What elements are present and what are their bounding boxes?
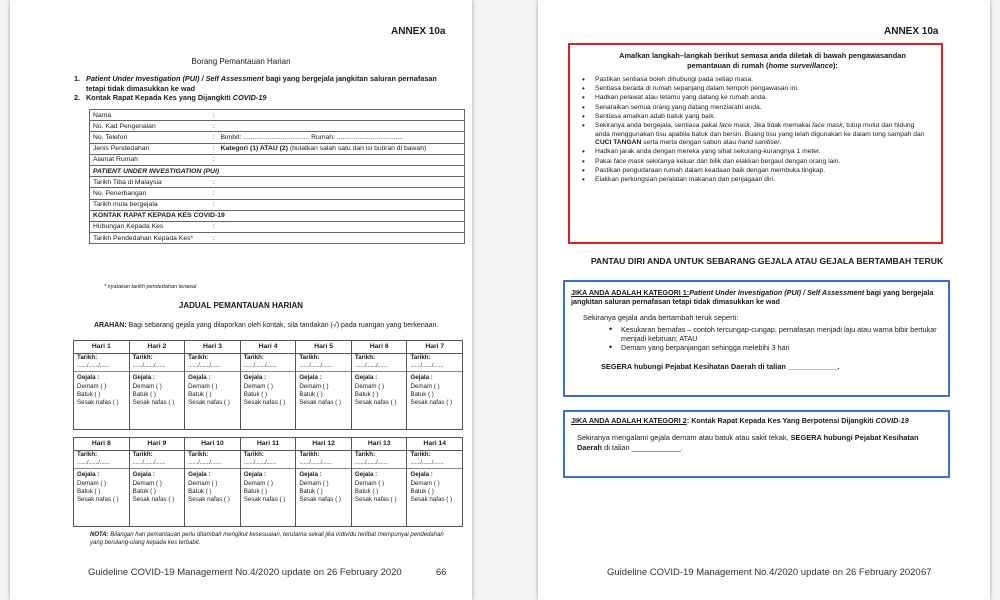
fever-check: Demam ( ) <box>188 479 218 487</box>
list-item: • Elakkan perkongsian peralatan makanan dan penjagaan diri. <box>580 176 931 185</box>
form-title: Borang Pemantauan Harian <box>191 57 291 66</box>
date-field: ......./......./....... <box>243 362 277 370</box>
footnote: * nyatakan tarikh pendedahan terawal <box>104 284 197 290</box>
date-field: ......./......./....... <box>132 459 166 467</box>
day-cell <box>241 341 297 429</box>
fever-check: Demam ( ) <box>354 382 385 390</box>
document-page-66 <box>10 0 472 600</box>
cough-check: Batuk ( ) <box>299 390 323 398</box>
divider <box>407 468 462 469</box>
date-label: Tarikh: <box>132 451 153 458</box>
home-surveillance-box <box>568 43 943 244</box>
date-field: ......./......./....... <box>299 362 332 370</box>
section-heading: PANTAU DIRI ANDA UNTUK SEBARANG GEJALA ATAU GEJALA BERTAMBAH TERUK <box>590 256 944 266</box>
breath-check: Sesak nafas ( ) <box>132 496 175 504</box>
breath-check: Sesak nafas ( ) <box>243 496 286 504</box>
date-label: Tarikh: <box>410 354 431 361</box>
table-row: Tarikh Tiba di Malaysia : <box>90 177 465 188</box>
day-label: Hari 2 <box>130 341 185 354</box>
call-instruction: SEGERA hubungi Pejabat Kesihatan Daerah di talian ____________. <box>601 362 840 371</box>
day-label: Hari 3 <box>185 341 240 354</box>
date-field: ......./......./....... <box>354 459 388 467</box>
day-label: Hari 6 <box>352 341 407 354</box>
day-cell <box>185 341 241 429</box>
fever-check: Demam ( ) <box>77 382 107 390</box>
date-label: Tarikh: <box>299 354 320 361</box>
list-item: • Pastikan sentiasa boleh dihubungi pada setiap masa. <box>580 76 931 85</box>
date-field: ......./......./....... <box>243 459 277 467</box>
symptoms-label: Gejala : <box>299 471 322 479</box>
annex-label: ANNEX 10a <box>884 26 939 37</box>
fever-check: Demam ( ) <box>243 382 273 390</box>
divider <box>407 371 462 372</box>
day-label: Hari 12 <box>296 438 351 451</box>
day-label: Hari 4 <box>241 341 296 354</box>
date-label: Tarikh: <box>188 451 209 458</box>
day-label: Hari 9 <box>130 438 185 451</box>
divider <box>241 371 296 372</box>
category-item-1: 1. Patient Under Investigation (PUI) / Self Assessment bagi yang bergejala jangkitan saluran pernafasan <box>74 74 437 83</box>
category-2-box <box>563 410 950 478</box>
day-label: Hari 5 <box>296 341 351 354</box>
date-label: Tarikh: <box>243 451 264 458</box>
cough-check: Batuk ( ) <box>243 487 268 495</box>
note: NOTA: Bilangan hari pemantauan perlu ditambah mengikut kesesuaian, terutama sekali jika individu terlibat mempunyai pendedahan yang berulang-ulang kepada kes terbabit. <box>90 532 444 546</box>
symptom-list <box>571 325 942 352</box>
box-heading: Amalkan langkah–langkah berikut semasa anda diletak di bawah pengawasandan pemantauan di rumah (home surveillance): <box>619 51 906 70</box>
table-row: Jenis Pendedahan : Kategori (1) ATAU (2) (bulatkan salah satu dan isi butiran di bawah) <box>90 143 465 154</box>
day-label: Hari 14 <box>407 438 462 451</box>
symptoms-label: Gejala : <box>243 374 267 382</box>
date-field: ......./......./....... <box>132 362 166 370</box>
date-label: Tarikh: <box>354 451 376 458</box>
document-page-67 <box>538 0 990 600</box>
cough-check: Batuk ( ) <box>410 487 434 495</box>
breath-check: Sesak nafas ( ) <box>77 496 119 504</box>
page-number: 67 <box>921 567 932 578</box>
fever-check: Demam ( ) <box>410 382 440 390</box>
day-label: Hari 13 <box>352 438 407 451</box>
symptoms-label: Gejala : <box>410 471 433 479</box>
symptoms-label: Gejala : <box>132 471 155 479</box>
breath-check: Sesak nafas ( ) <box>132 399 175 407</box>
annex-label: ANNEX 10a <box>391 26 446 37</box>
breath-check: Sesak nafas ( ) <box>77 399 119 407</box>
symptoms-label: Gejala : <box>132 374 155 382</box>
fever-check: Demam ( ) <box>243 479 273 487</box>
breath-check: Sesak nafas ( ) <box>243 399 286 407</box>
date-label: Tarikh: <box>354 354 376 361</box>
date-field: ......./......./....... <box>77 362 110 370</box>
symptoms-label: Gejala : <box>77 374 100 382</box>
date-label: Tarikh: <box>77 451 98 458</box>
list-item: • Hadkan jarak anda dengan mereka yang sihat sekurang-kurangnya 1 meter. <box>580 148 931 157</box>
table-row: No. Kad Pengenalan : <box>90 121 465 132</box>
fever-check: Demam ( ) <box>410 479 440 487</box>
fever-check: Demam ( ) <box>77 479 107 487</box>
breath-check: Sesak nafas ( ) <box>410 399 453 407</box>
date-field: ......./......./....... <box>188 362 221 370</box>
symptoms-label: Gejala : <box>188 471 211 479</box>
list-item: • Senaraikan semua orang yang datang menziarahi anda. <box>580 104 931 113</box>
form-category-list: 1. Patient Under Investigation (PUI) / Self Assessment bagi yang bergejala jangkitan saluran pernafasan tetapi tidak dimasukkan ke wad 2. Kontak Rapat Kepada Kes yang Dijangkiti COVID-19 <box>74 74 454 103</box>
breath-check: Sesak nafas ( ) <box>188 399 230 407</box>
cough-check: Batuk ( ) <box>77 487 101 495</box>
day-label: Hari 8 <box>74 438 129 451</box>
day-cell <box>352 438 408 526</box>
day-cell <box>296 341 352 429</box>
day-label: Hari 11 <box>241 438 296 451</box>
breath-check: Sesak nafas ( ) <box>354 496 397 504</box>
date-field: ......./......./....... <box>188 459 221 467</box>
day-cell <box>74 341 130 429</box>
day-cell <box>185 438 241 526</box>
date-label: Tarikh: <box>188 354 209 361</box>
divider <box>130 468 185 469</box>
fever-check: Demam ( ) <box>132 382 162 390</box>
table-row: No. Penerbangan : <box>90 188 465 199</box>
list-item: • Hadkan pelawat atau tetamu yang datang ke rumah anda. <box>580 94 931 103</box>
cough-check: Batuk ( ) <box>354 487 379 495</box>
table-row: Hubungan Kepada Kes : <box>90 221 465 232</box>
personal-info-table <box>89 109 465 244</box>
fever-check: Demam ( ) <box>354 479 385 487</box>
date-field: ......./......./....... <box>354 362 388 370</box>
symptoms-label: Gejala : <box>299 374 322 382</box>
divider <box>130 371 185 372</box>
day-cell <box>407 438 462 526</box>
date-field: ......./......./....... <box>410 459 444 467</box>
divider <box>74 371 129 372</box>
fever-check: Demam ( ) <box>299 479 329 487</box>
table-row: Nama : <box>90 110 465 121</box>
divider <box>352 468 407 469</box>
breath-check: Sesak nafas ( ) <box>299 399 341 407</box>
list-item: • Kesukaran bernafas – contoh tercungap-cungap, pernafasan menjadi laju atau warna bibir bertukar menjadi kebiruan; ATAU <box>609 325 942 343</box>
page-footer: Guideline COVID-19 Management No.4/2020 update on 26 February 2020 66 <box>88 567 447 578</box>
fever-check: Demam ( ) <box>132 479 162 487</box>
fever-check: Demam ( ) <box>188 382 218 390</box>
breath-check: Sesak nafas ( ) <box>188 496 230 504</box>
list-item: • Demam yang berpanjangan sehingga melebihi 3 hari <box>609 343 942 352</box>
daily-monitoring-grid-week2 <box>73 437 463 527</box>
list-item: • Sentiasa berada di rumah sepanjang dalam tempoh pengawasan ini. <box>580 85 931 94</box>
cough-check: Batuk ( ) <box>354 390 379 398</box>
day-cell <box>130 438 186 526</box>
table-row: Alamat Rumah : <box>90 154 465 165</box>
cough-check: Batuk ( ) <box>132 487 156 495</box>
divider <box>241 468 296 469</box>
box-title: JIKA ANDA ADALAH KATEGORI 2: Kontak Rapat Kepada Kes Yang Berpotensi Dijangkiti COVID-19 <box>571 416 909 425</box>
box-title: JIKA ANDA ADALAH KATEGORI 1:Patient Under Investigation (PUI) / Self Assessment bagi yang bergejala jangkitan saluran pernafasan tetapi tidak dimasukkan ke wad <box>571 288 934 306</box>
divider <box>296 371 351 372</box>
date-label: Tarikh: <box>243 354 264 361</box>
table-row: Tarikh mula bergejala : <box>90 199 465 210</box>
section-row-pui: PATIENT UNDER INVESTIGATION (PUI) <box>90 165 465 176</box>
page-number: 66 <box>436 567 447 578</box>
section-row-kontak: KONTAK RAPAT KEPADA KES COVID-19 <box>90 210 465 221</box>
instructions: ARAHAN: Bagi sebarang gejala yang dilaporkan oleh kontak, sila tandakan (√) pada ruangan yang berkenaan. <box>94 322 439 329</box>
day-cell <box>74 438 130 526</box>
day-cell <box>352 341 408 429</box>
day-label: Hari 1 <box>74 341 129 354</box>
symptoms-label: Gejala : <box>354 374 378 382</box>
list-item: • Pakai face mask sekiranya keluar dari bilik dan elakkan bergaul dengan orang lain. <box>580 158 931 167</box>
breath-check: Sesak nafas ( ) <box>299 496 341 504</box>
date-field: ......./......./....... <box>410 362 444 370</box>
page-footer: Guideline COVID-19 Management No.4/2020 update on 26 February 2020 67 <box>607 567 932 578</box>
date-label: Tarikh: <box>132 354 153 361</box>
fever-check: Demam ( ) <box>299 382 329 390</box>
cough-check: Batuk ( ) <box>77 390 101 398</box>
divider <box>185 468 240 469</box>
day-cell <box>407 341 462 429</box>
day-label: Hari 10 <box>185 438 240 451</box>
daily-monitoring-grid-week1 <box>73 340 463 430</box>
day-cell <box>130 341 186 429</box>
symptoms-label: Gejala : <box>243 471 267 479</box>
cough-check: Batuk ( ) <box>188 487 212 495</box>
precautions-list <box>580 76 931 184</box>
cough-check: Batuk ( ) <box>188 390 212 398</box>
symptoms-label: Gejala : <box>188 374 211 382</box>
table-row: No. Telefon : Bimbit: ................................... Rumah: ................................... <box>90 132 465 143</box>
call-instruction: Sekiranya mengalami gejala demam atau batuk atau sakit tekak, SEGERA hubungi Pejabat Kesihatan Daerah di talian ____________. <box>577 433 919 452</box>
symptoms-label: Gejala : <box>410 374 433 382</box>
symptoms-label: Gejala : <box>77 471 100 479</box>
breath-check: Sesak nafas ( ) <box>410 496 453 504</box>
symptoms-label: Gejala : <box>354 471 378 479</box>
divider <box>185 371 240 372</box>
divider <box>296 468 351 469</box>
day-cell <box>241 438 297 526</box>
day-cell <box>296 438 352 526</box>
breath-check: Sesak nafas ( ) <box>354 399 397 407</box>
cough-check: Batuk ( ) <box>410 390 434 398</box>
schedule-title: JADUAL PEMANTAUAN HARIAN <box>178 301 304 310</box>
divider <box>74 468 129 469</box>
day-label: Hari 7 <box>407 341 462 354</box>
cough-check: Batuk ( ) <box>299 487 323 495</box>
table-row: Tarikh Pendedahan Kepada Kes* : <box>90 233 465 244</box>
category-item-2: 2. Kontak Rapat Kepada Kes yang Dijangkiti COVID-19 <box>74 93 267 102</box>
divider <box>352 371 407 372</box>
date-field: ......./......./....... <box>299 459 332 467</box>
category-1-box: JIKA ANDA ADALAH KATEGORI 1:Patient Under Investigation (PUI) / Self Assessment bagi yang bergejala jangkitan saluran pernafasan tetapi tidak dimasukkan ke wad Sekiranya gejala anda bertambah teruk seperti: • Kesukaran bernafas – contoh tercungap-cungap, pernafasan menjadi laju atau warna bibir bertukar menjadi kebiruan; ATAU • Demam yang berpanjangan sehingga melebihi 3 hari SEGERA hubungi Pejabat Kesihatan Daerah di talian ____________. <box>563 280 950 397</box>
date-field: ......./......./....... <box>77 459 110 467</box>
cough-check: Batuk ( ) <box>132 390 156 398</box>
list-item: • Pastikan pengudaraan rumah dalam keadaan baik dengan membuka tingkap. <box>580 167 931 176</box>
date-label: Tarikh: <box>77 354 98 361</box>
date-label: Tarikh: <box>299 451 320 458</box>
list-item: • Sentiasa amalkan adab batuk yang baik. <box>580 113 931 122</box>
cough-check: Batuk ( ) <box>243 390 268 398</box>
list-item: • Sekiranya anda bergejala, sentiasa pakai face mask. Jika tidak memakai face mask, tutup mulut dan hidung anda menggunakan tisu apabila batuk dan bersin. Buang tisu yang telah digunakan ke dalam tong sampah dan CUCI TANGAN serta merta dengan sabun atau hand sanitiser. <box>580 122 931 148</box>
date-label: Tarikh: <box>410 451 431 458</box>
